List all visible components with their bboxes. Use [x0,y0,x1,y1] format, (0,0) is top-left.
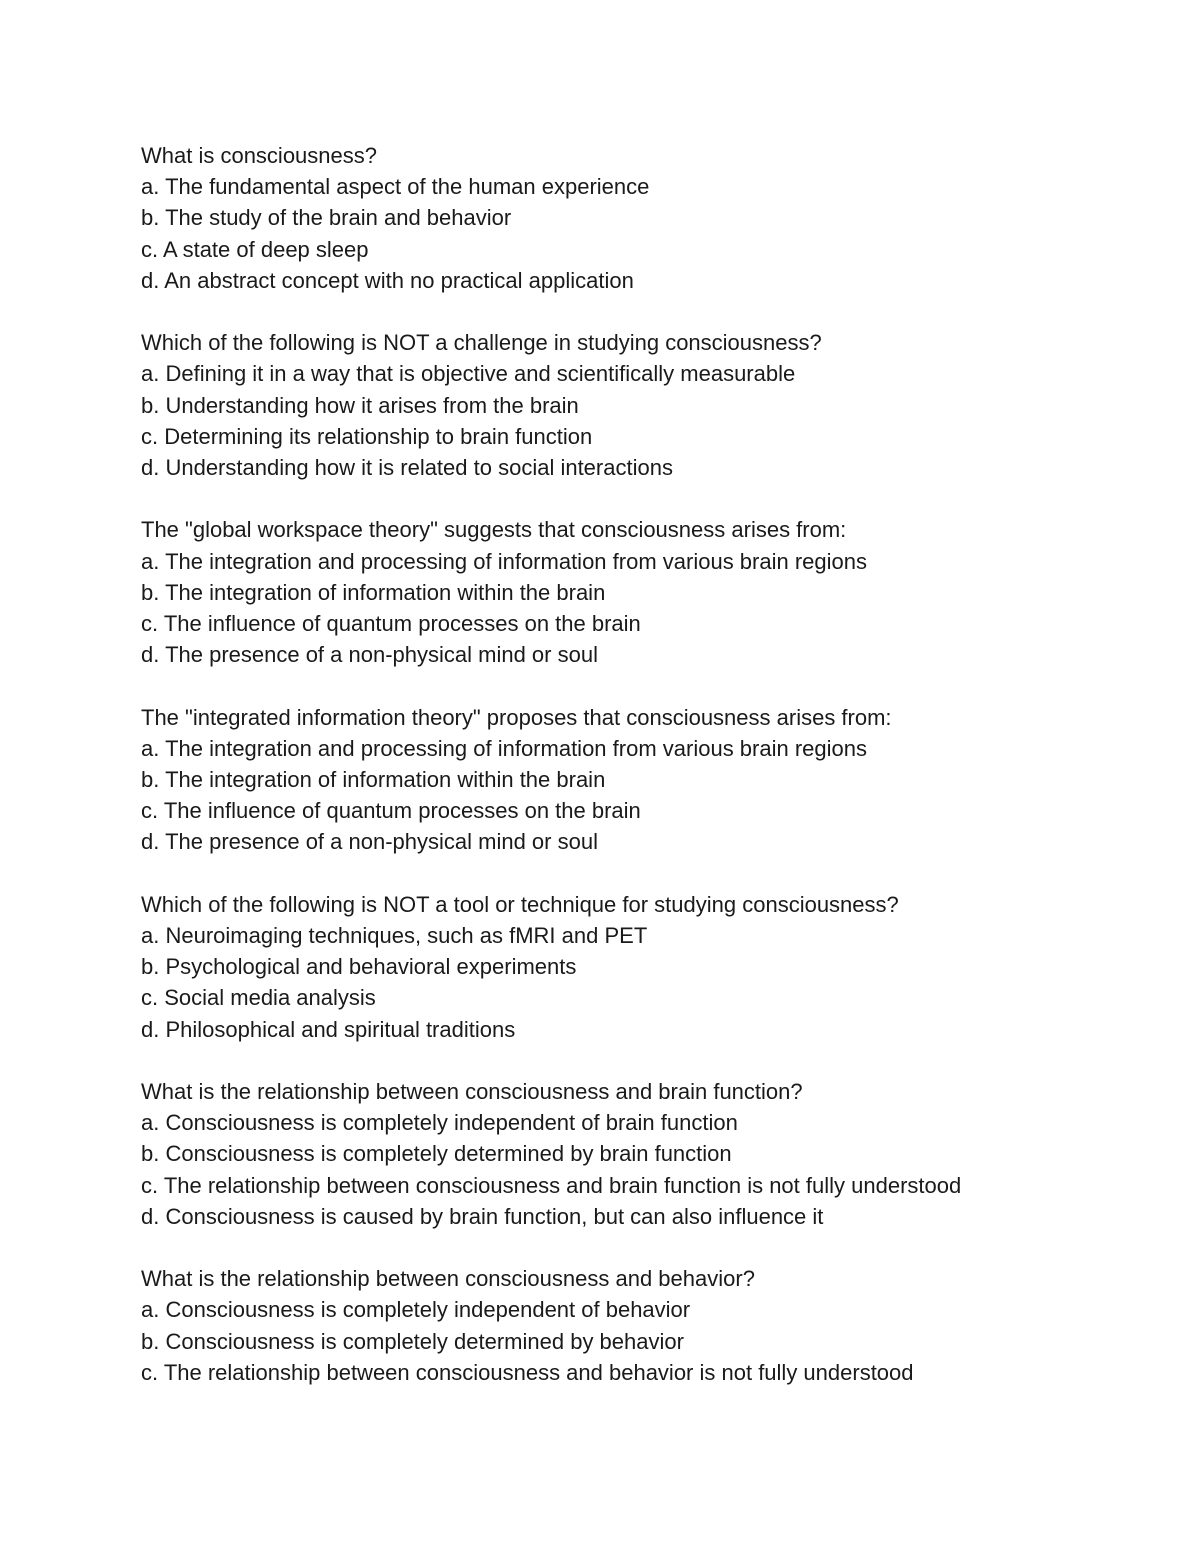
answer-option: c. The influence of quantum processes on the brain [141,798,641,824]
question-text: The "integrated information theory" proposes that consciousness arises from: [141,704,892,730]
answer-option: d. The presence of a non-physical mind or soul [141,829,598,855]
question-text: What is the relationship between consciousness and brain function? [141,1079,803,1105]
answer-option: a. The integration and processing of information from various brain regions [141,548,867,574]
answer-option: d. Consciousness is caused by brain function, but can also influence it [141,1203,824,1229]
answer-option: a. Consciousness is completely independent of behavior [141,1297,691,1323]
question-6 [141,1076,1141,1232]
answer-option: b. The integration of information within the brain [141,579,606,605]
question-1 [141,140,1141,296]
answer-option: b. Psychological and behavioral experiments [141,954,577,980]
answer-option: c. Determining its relationship to brain function [141,423,593,449]
question-4 [141,702,1141,858]
answer-option: b. Consciousness is completely determined by brain function [141,1141,732,1167]
answer-option: a. Consciousness is completely independent of brain function [141,1110,738,1136]
answer-option: d. An abstract concept with no practical application [141,267,634,293]
answer-option: a. Neuroimaging techniques, such as fMRI and PET [141,923,648,949]
question-text: Which of the following is NOT a tool or technique for studying consciousness? [141,891,899,917]
answer-option: d. Philosophical and spiritual traditions [141,1016,516,1042]
answer-option: d. Understanding how it is related to social interactions [141,455,673,481]
answer-option: a. The fundamental aspect of the human experience [141,174,650,200]
question-text: What is consciousness? [141,143,377,168]
answer-option: b. Understanding how it arises from the brain [141,392,579,418]
question-2 [141,327,1141,483]
answer-option: c. The relationship between consciousness and behavior is not fully understood [141,1359,914,1385]
question-text: The "global workspace theory" suggests that consciousness arises from: [141,517,847,543]
answer-option: c. The relationship between consciousness and brain function is not fully understood [141,1172,962,1198]
answer-option: a. Defining it in a way that is objective and scientifically measurable [141,361,796,387]
question-text: Which of the following is NOT a challenge in studying consciousness? [141,330,822,356]
answer-option: b. The study of the brain and behavior [141,205,512,231]
answer-option: b. The integration of information within the brain [141,767,606,793]
answer-option: c. The influence of quantum processes on the brain [141,611,641,637]
answer-option: c. Social media analysis [141,985,376,1011]
question-3 [141,514,1141,670]
question-5 [141,889,1141,1045]
answer-option: b. Consciousness is completely determined by behavior [141,1328,684,1354]
document-body [141,140,1141,1419]
question-7 [141,1263,1141,1388]
question-text: What is the relationship between consciousness and behavior? [141,1266,755,1292]
answer-option: a. The integration and processing of information from various brain regions [141,735,867,761]
answer-option: c. A state of deep sleep [141,236,369,262]
answer-option: d. The presence of a non-physical mind or soul [141,642,598,668]
